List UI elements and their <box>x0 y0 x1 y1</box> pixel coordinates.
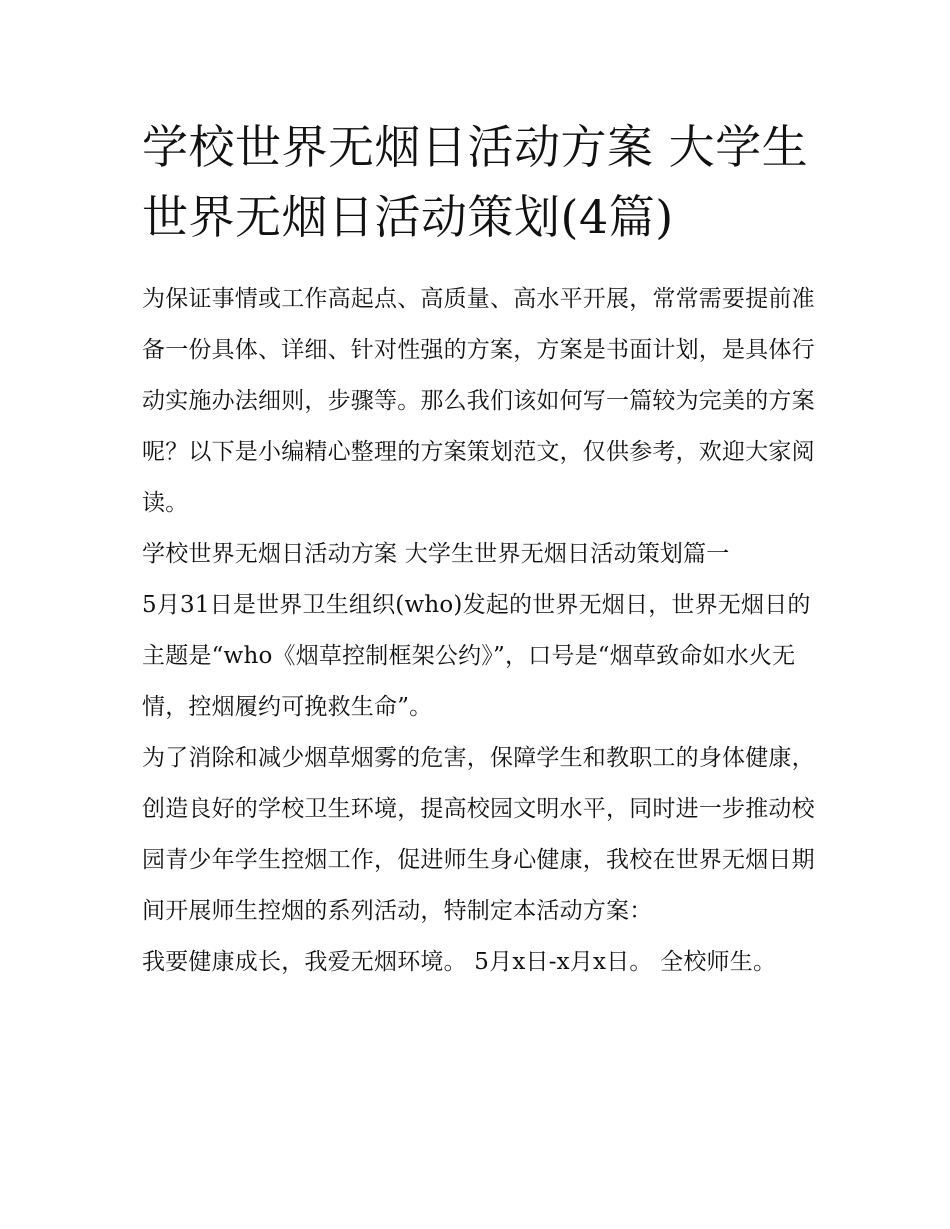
document-title: 学校世界无烟日活动方案 大学生世界无烟日活动策划(4篇) <box>142 120 809 244</box>
theme-paragraph: 我要健康成长，我爱无烟环境。 5月x日-x月x日。 全校师生。 <box>142 949 777 975</box>
document-body <box>142 274 818 988</box>
intro-paragraph: 为保证事情或工作高起点、高质量、高水平开展，常常需要提前准备一份具体、详细、针对性强的方案，方案是书面计划，是具体行动实施办法细则，步骤等。那么我们该如何写一篇较为完美的方案呢？以下是小编精心整理的方案策划范文，仅供参考，欢迎大家阅读。 <box>142 286 815 516</box>
who-paragraph: 5月31日是世界卫生组织(who)发起的世界无烟日，世界无烟日的主题是“who《烟草控制框架公约》”，口号是“烟草致命如水火无情，控烟履约可挽救生命”。 <box>142 592 811 720</box>
section-heading: 学校世界无烟日活动方案 大学生世界无烟日活动策划篇一 <box>142 541 730 567</box>
document-page <box>142 112 818 988</box>
purpose-paragraph: 为了消除和减少烟草烟雾的危害，保障学生和教职工的身体健康，创造良好的学校卫生环境，提高校园文明水平，同时进一步推动校园青少年学生控烟工作，促进师生身心健康，我校在世界无烟日期间开展师生控烟的系列活动，特制定本活动方案： <box>142 745 815 924</box>
